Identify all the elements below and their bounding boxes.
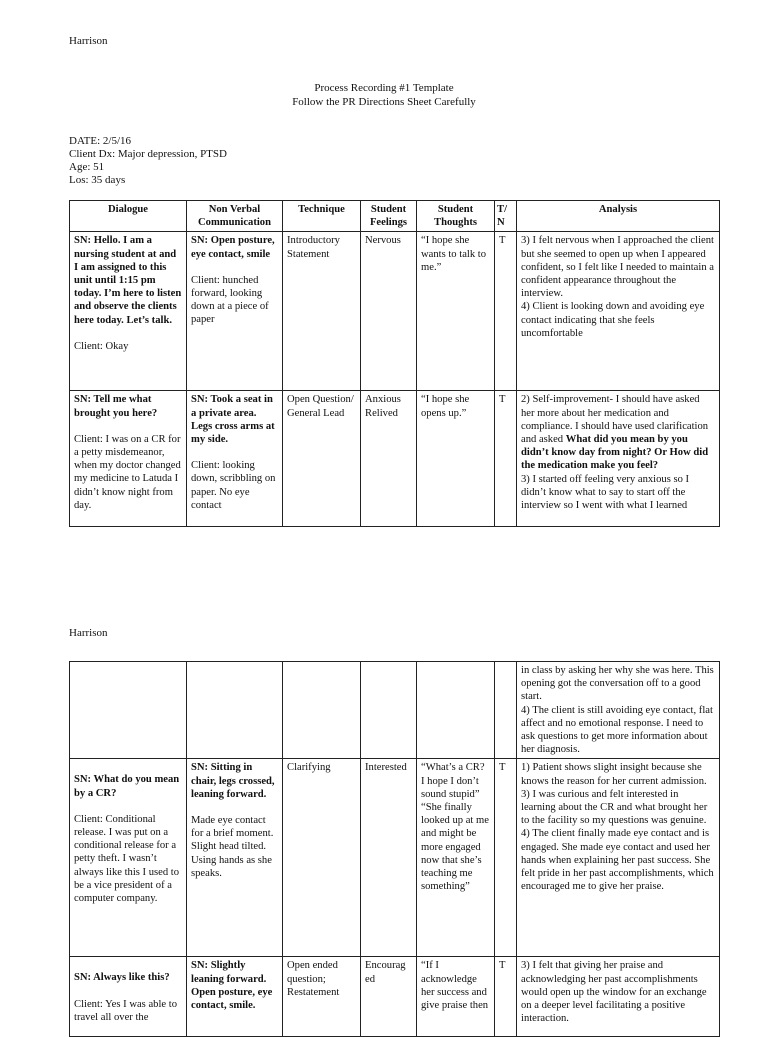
analysis-point: 4) The client is still avoiding eye contact, flat affect and no emotional response. I need to ask questions to get more information about her diagnosis. xyxy=(521,704,713,756)
nonverbal-cell xyxy=(187,957,283,1037)
column-header-thoughts: Student Thoughts xyxy=(417,201,495,232)
analysis-cell xyxy=(517,391,720,527)
nonverbal-sn: SN: Took a seat in a private area. Legs cross arms at my side. xyxy=(191,394,275,446)
tn-cell: T xyxy=(495,957,517,1037)
technique-cell xyxy=(283,662,361,759)
meta-diagnosis: Client Dx: Major depression, PTSD xyxy=(69,148,227,160)
thoughts-cell: “I hope she opens up.” xyxy=(417,391,495,527)
analysis-cell xyxy=(517,662,720,759)
dialogue-cell xyxy=(70,759,187,957)
thoughts-cell: “What’s a CR? I hope I don’t sound stupid” “She finally looked up at me and might be more engaged now that she’s teaching me something” xyxy=(417,759,495,957)
process-recording-table-page1 xyxy=(69,200,720,527)
dialogue-sn: SN: What do you mean by a CR? xyxy=(74,774,180,799)
column-header-nonverbal: Non Verbal Communication xyxy=(187,201,283,232)
analysis-point: 4) The client finally made eye contact and is engaged. She made eye contact and used her hands when explaining her past success. She felt pride in her past accomplishments, which encouraged me to give her praise. xyxy=(521,828,714,893)
table-row xyxy=(70,957,720,1037)
technique-cell: Introductory Statement xyxy=(283,232,361,391)
analysis-point: 3) I felt that giving her praise and acknowledging her past accomplishments would open up the window for an exchange on a deeper level facilitating a positive interaction. xyxy=(521,960,707,1025)
analysis-bold-question: What did you mean by you didn’t know day from night? Or How did the medication make you feel? xyxy=(521,434,709,472)
table-row xyxy=(70,662,720,759)
analysis-point: in class by asking her why she was here. This opening got the conversation off to a good start. xyxy=(521,665,714,703)
feelings-cell xyxy=(361,662,417,759)
tn-cell: T xyxy=(495,232,517,391)
analysis-point: 3) I was curious and felt interested in learning about the CR and what brought her to the facility so my questions was genuine. xyxy=(521,788,708,827)
column-header-feelings: Student Feelings xyxy=(361,201,417,232)
nonverbal-client: Made eye contact for a brief moment. Slight head tilted. Using hands as she speaks. xyxy=(191,815,274,879)
thoughts-cell xyxy=(417,662,495,759)
dialogue-client: Client: I was on a CR for a petty misdemeanor, when my doctor changed my medicine to Latuda I didn’t know night from day. xyxy=(74,433,181,511)
process-recording-table-page2 xyxy=(69,661,720,1037)
table-row xyxy=(70,232,720,391)
tn-cell: T xyxy=(495,759,517,957)
feelings-cell: Encourag ed xyxy=(361,957,417,1037)
dialogue-client: Client: Conditional release. I was put on a conditional release for a petty theft. I wasn’t always like this I used to be a vice president of a computer company. xyxy=(74,813,180,905)
dialogue-cell xyxy=(70,957,187,1037)
column-header-dialogue: Dialogue xyxy=(70,201,187,232)
nonverbal-sn: SN: Open posture, eye contact, smile xyxy=(191,235,275,260)
feelings-cell: Anxious Relived xyxy=(361,391,417,527)
nonverbal-cell xyxy=(187,232,283,391)
meta-age: Age: 51 xyxy=(69,161,105,173)
nonverbal-cell xyxy=(187,662,283,759)
meta-los: Los: 35 days xyxy=(69,174,126,186)
table-header-row xyxy=(70,201,720,232)
feelings-cell: Nervous xyxy=(361,232,417,391)
dialogue-cell xyxy=(70,391,187,527)
dialogue-sn: SN: Always like this? xyxy=(74,972,170,984)
analysis-point: 1) Patient shows slight insight because she knows the reason for her current admission. xyxy=(521,762,707,787)
table-row xyxy=(70,759,720,957)
dialogue-sn: SN: Hello. I am a nursing student at and I am assigned to this unit until 1:15 pm today. I’m here to listen and observe the clients here today. Let’s talk. xyxy=(74,235,182,326)
technique-cell: Clarifying xyxy=(283,759,361,957)
nonverbal-cell xyxy=(187,759,283,957)
tn-cell xyxy=(495,662,517,759)
analysis-cell xyxy=(517,759,720,957)
dialogue-cell xyxy=(70,662,187,759)
technique-cell: Open Question/ General Lead xyxy=(283,391,361,527)
technique-cell: Open ended question; Restatement xyxy=(283,957,361,1037)
analysis-point: 3) I started off feeling very anxious so I didn’t know what to say to start off the interview so I went with what I learned xyxy=(521,473,690,512)
analysis-point xyxy=(521,393,715,472)
nonverbal-sn: SN: Sitting in chair, legs crossed, leaning forward. xyxy=(191,762,275,800)
column-header-technique: Technique xyxy=(283,201,361,232)
nonverbal-client: Client: looking down, scribbling on paper. No eye contact xyxy=(191,460,276,511)
dialogue-client: Client: Yes I was able to travel all over the xyxy=(74,998,177,1023)
tn-cell: T xyxy=(495,391,517,527)
dialogue-sn: SN: Tell me what brought you here? xyxy=(74,394,158,419)
analysis-point: 3) I felt nervous when I approached the client but she seemed to open up when I appeared confident, so I felt like I needed to maintain a confident appearance throughout the interview. xyxy=(521,235,714,300)
meta-date: DATE: 2/5/16 xyxy=(69,135,132,147)
feelings-cell: Interested xyxy=(361,759,417,957)
nonverbal-cell xyxy=(187,391,283,527)
document-title: Process Recording #1 Template xyxy=(314,82,454,94)
dialogue-cell xyxy=(70,232,187,391)
document-subtitle: Follow the PR Directions Sheet Carefully xyxy=(292,96,476,108)
thoughts-cell: “I hope she wants to talk to me.” xyxy=(417,232,495,391)
thoughts-cell: “If I acknowledge her success and give praise then xyxy=(417,957,495,1037)
analysis-cell xyxy=(517,957,720,1037)
dialogue-client: Client: Okay xyxy=(74,340,129,352)
nonverbal-sn: SN: Slightly leaning forward. Open posture, eye contact, smile. xyxy=(191,960,273,1012)
column-header-tn: T/ N xyxy=(495,201,517,232)
analysis-cell xyxy=(517,232,720,391)
analysis-text: 2) Self-improvement- I should have asked her more about her medication and compliance. I should have used clarification and asked xyxy=(521,394,709,446)
page-header-name: Harrison xyxy=(69,35,108,47)
nonverbal-client: Client: hunched forward, looking down at a piece of paper xyxy=(191,274,269,326)
analysis-point: 4) Client is looking down and avoiding eye contact indicating that she feels uncomfortable xyxy=(521,301,705,339)
page-header-name: Harrison xyxy=(69,627,108,639)
column-header-analysis: Analysis xyxy=(517,201,720,232)
table-row xyxy=(70,391,720,527)
